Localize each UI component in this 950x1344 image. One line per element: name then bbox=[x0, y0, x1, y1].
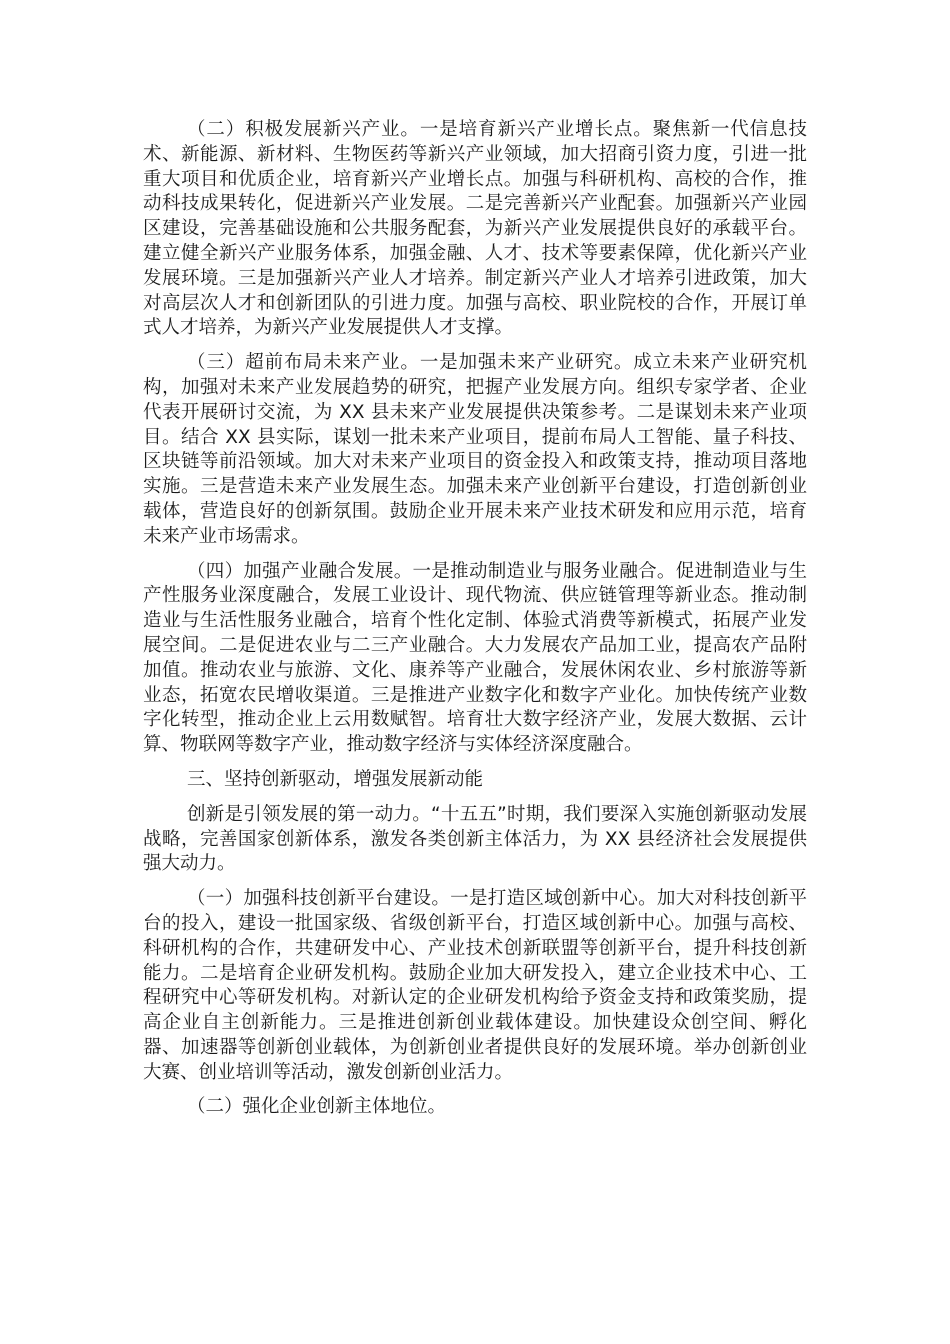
paragraph-future-industries: （三）超前布局未来产业。一是加强未来产业研究。成立未来产业研究机构，加强对未来产业发展趋势的研究，把握产业发展方向。组织专家学者、企业代表开展研讨交流，为 XX 县未来产业发展提供决策参考。二是谋划未来产业项目。结合 XX 县实际，谋划一批未来产业项目，提前布局人工智能、量子科技、区块链等前沿领域。加大对未来产业项目的资金投入和政策支持，推动项目落地实施。三是营造未来产业发展生态。加强未来产业创新平台建设，打造创新创业载体，营造良好的创新氛围。鼓励企业开展未来产业技术研发和应用示范，培育未来产业市场需求。 bbox=[143, 352, 807, 547]
document-body bbox=[143, 118, 807, 1130]
section-heading-innovation: 三、坚持创新驱动，增强发展新动能 bbox=[187, 768, 484, 790]
paragraph-industry-integration: （四）加强产业融合发展。一是推动制造业与服务业融合。促进制造业与生产性服务业深度融合，发展工业设计、现代物流、供应链管理等新业态。推动制造业与生活性服务业融合，培育个性化定制、体验式消费等新模式，拓展产业发展空间。二是促进农业与二三产业融合。大力发展农产品加工业，提高农产品附加值。推动农业与旅游、文化、康养等产业融合，发展休闲农业、乡村旅游等新业态，拓宽农民增收渠道。三是推进产业数字化和数字产业化。加快传统产业数字化转型，推动企业上云用数赋智。培育壮大数字经济产业，发展大数据、云计算、物联网等数字产业，推动数字经济与实体经济深度融合。 bbox=[143, 560, 807, 756]
paragraph-emerging-industries: （二）积极发展新兴产业。一是培育新兴产业增长点。聚焦新一代信息技术、新能源、新材料、生物医药等新兴产业领域，加大招商引资力度，引进一批重大项目和优质企业，培育新兴产业增长点。加强与科研机构、高校的合作，推动科技成果转化，促进新兴产业发展。二是完善新兴产业配套。加强新兴产业园区建设，完善基础设施和公共服务配套，为新兴产业发展提供良好的承载平台。建立健全新兴产业服务体系，加强金融、人才、技术等要素保障，优化新兴产业发展环境。三是加强新兴产业人才培养。制定新兴产业人才培养引进政策，加大对高层次人才和创新团队的引进力度。加强与高校、职业院校的合作，开展订单式人才培养，为新兴产业发展提供人才支撑。 bbox=[143, 119, 807, 339]
paragraph-innovation-intro: 创新是引领发展的第一动力。“十五五”时期，我们要深入实施创新驱动发展战略，完善国家创新体系，激发各类创新主体活力，为 XX 县经济社会发展提供强大动力。 bbox=[143, 803, 807, 875]
paragraph-enterprise-innovation: （二）强化企业创新主体地位。 bbox=[187, 1096, 447, 1118]
paragraph-innovation-platforms: （一）加强科技创新平台建设。一是打造区域创新中心。加大对科技创新平台的投入，建设一批国家级、省级创新平台，打造区域创新中心。加强与高校、科研机构的合作，共建研发中心、产业技术创新联盟等创新平台，提升科技创新能力。二是培育企业研发机构。鼓励企业加大研发投入，建立企业技术中心、工程研究中心等研发机构。对新认定的企业研发机构给予资金支持和政策奖励，提高企业自主创新能力。三是推进创新创业载体建设。加快建设众创空间、孵化器、加速器等创新创业载体，为创新创业者提供良好的发展环境。举办创新创业大赛、创业培训等活动，激发创新创业活力。 bbox=[143, 888, 807, 1083]
